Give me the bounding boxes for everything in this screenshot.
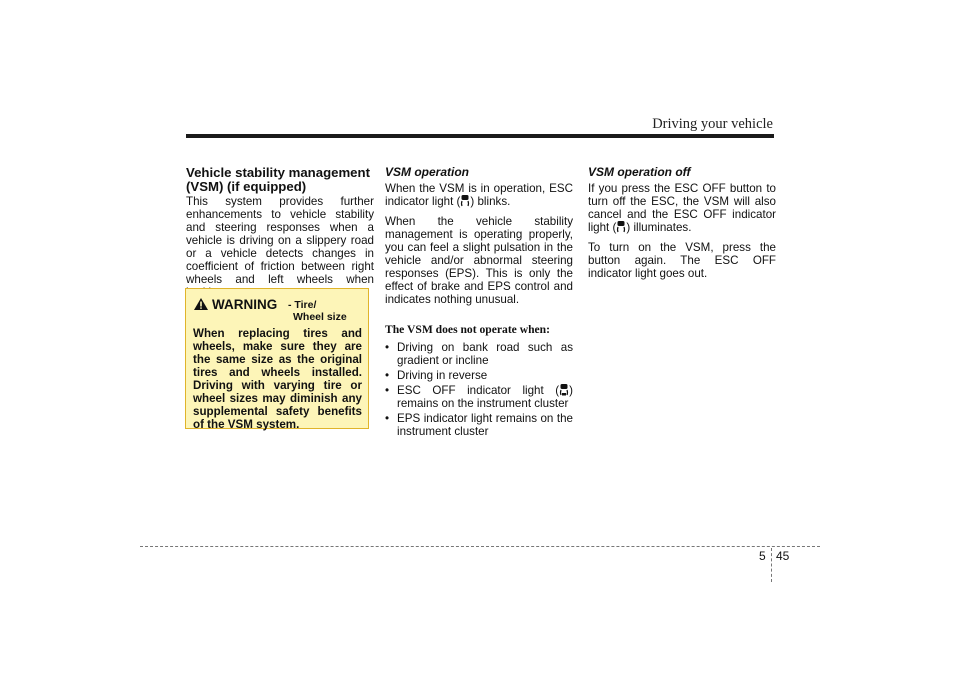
vsm-not-operate-list: [385, 341, 573, 438]
footer-divider: [771, 548, 772, 582]
esc-off-indicator-icon: [616, 221, 626, 233]
warning-subtitle-line1: - Tire/: [288, 299, 317, 311]
text-run: If you press the ESC OFF button to turn off the ESC, the VSM will also cancel and the ESC OFF indicator light (: [588, 182, 776, 234]
esc-off-indicator-icon: [559, 384, 569, 396]
column-vsm-operation: [385, 166, 573, 440]
warning-subtitle-line2: Wheel size: [293, 311, 347, 323]
column-vsm-intro: [186, 166, 374, 306]
warning-label: WARNING: [212, 297, 278, 312]
list-item-text: Driving on bank road such as gradient or incline: [397, 341, 573, 367]
list-item-text: Driving in reverse: [397, 369, 488, 382]
section-heading-vsm-off: VSM operation off: [588, 165, 691, 179]
esc-indicator-icon: [460, 195, 470, 207]
section-heading-vsm: Vehicle stability management (VSM) (if equipped): [186, 165, 370, 194]
warning-header: [193, 297, 362, 323]
header-title: Driving your vehicle: [652, 116, 773, 132]
section-heading-vsm-operation: VSM operation: [385, 165, 470, 179]
list-item: [385, 412, 573, 438]
list-item: [385, 341, 573, 367]
vsm-off-paragraph-2: To turn on the VSM, press the button again. The ESC OFF indicator light goes out.: [588, 241, 776, 280]
bullet-mark: •: [385, 341, 390, 354]
warning-text: When replacing tires and wheels, make sure they are the same size as the original tires and wheels installed. Driving with varying tire or wheel sizes may diminish any supplemental safety benefits of the VSM system.: [193, 327, 362, 431]
list-item-text: ESC OFF indicator light (: [397, 384, 560, 397]
subheading-vsm-not-operate: The VSM does not operate when:: [385, 323, 550, 336]
page-number: 45: [776, 549, 790, 563]
warning-triangle-icon: [194, 298, 208, 310]
vsm-operation-paragraph-1: [385, 182, 573, 208]
list-item: [385, 384, 573, 410]
vsm-operation-paragraph-2: When the vehicle stability management is operating properly, you can feel a slight pulsation in the vehicle and/or abnormal steering responses (EPS). This is only the effect of brake and EPS control and indicates nothing unusual.: [385, 215, 573, 306]
warning-box: [185, 288, 369, 429]
list-item-text: EPS indicator light remains on the instrument cluster: [397, 412, 573, 438]
text-run: ) illuminates.: [626, 221, 692, 234]
list-item: [385, 369, 573, 382]
column-vsm-off: [588, 166, 776, 287]
vsm-off-paragraph-1: [588, 182, 776, 234]
bullet-mark: •: [385, 412, 390, 425]
chapter-number: 5: [759, 549, 766, 563]
footer-rule: [140, 546, 820, 547]
text-run: When the VSM is in operation, ESC indicator light (: [385, 182, 573, 208]
header-rule: [186, 134, 774, 138]
list-item-text: ) remains on the instrument cluster: [397, 384, 573, 410]
text-run: ) blinks.: [470, 195, 511, 208]
vsm-intro-paragraph: This system provides further enhancements to vehicle stability and steering responses when a vehicle is driving on a slippery road or a vehicle detects changes in coefficient of friction between right wheels and left wheels when: [186, 195, 374, 286]
bullet-mark: •: [385, 384, 390, 397]
bullet-mark: •: [385, 369, 390, 382]
